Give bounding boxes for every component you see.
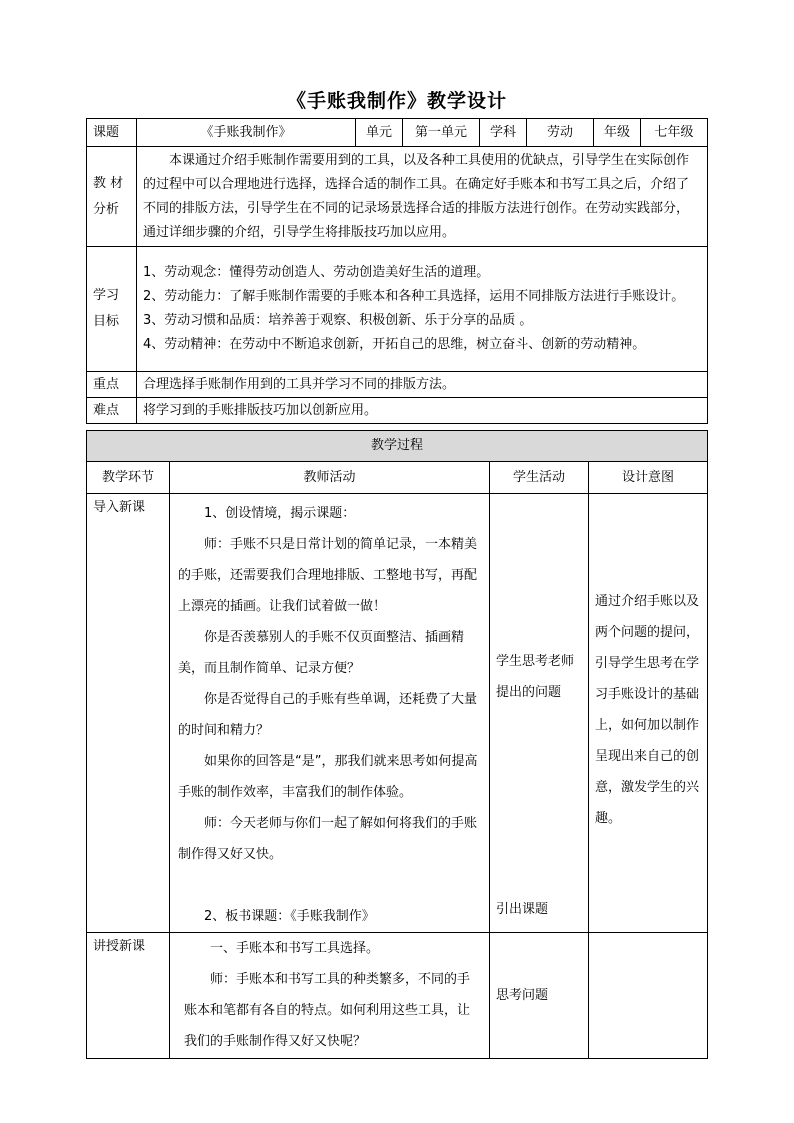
header-intent: 设计意图 [589, 462, 708, 494]
subject-value: 劳动 [527, 119, 594, 147]
process-title: 教学过程 [87, 431, 708, 462]
teacher-activity-cell [170, 494, 490, 933]
document-title: 《手账我制作》教学设计 [286, 90, 507, 112]
goal-item: 3、劳动习惯和品质：培养善于观察、积极创新、乐于分享的品质 。 [143, 313, 533, 328]
grade-value: 七年级 [641, 119, 708, 147]
teacher-para: 1、创设情境，揭示课题： [204, 506, 356, 521]
teaching-process-table [86, 430, 708, 1059]
teacher-para: 你是否觉得自己的手账有些单调，还耗费了大量的时间和精力？ [178, 692, 478, 738]
goal-item: 2、劳动能力：了解手账制作需要的手账本和各种工具选择，运用不同排版方法进行手账设计。 [143, 289, 685, 304]
student-activity: 引出课题 [496, 902, 549, 917]
key-point-label: 重点 [87, 372, 137, 398]
teacher-para: 师：手账不只是日常计划的简单记录，一本精美的手账，还需要我们合理地排版、工整地书写，再配上漂亮的插画。让我们试着做一做！ [178, 537, 478, 614]
student-activity-cell [490, 933, 589, 1059]
key-point-text: 合理选择手账制作用到的工具并学习不同的排版方法。 [137, 372, 708, 398]
goal-item: 1、劳动观念：懂得劳动创造人、劳动创造美好生活的道理。 [143, 265, 490, 280]
goals-label: 学习目标 [87, 247, 137, 372]
topic-label: 课题 [87, 119, 137, 147]
student-activity-cell [490, 494, 589, 933]
teacher-para: 2、板书课题：《手账我制作》 [204, 909, 375, 924]
analysis-text: 本课通过介绍手账制作需要用到的工具，以及各种工具使用的优缺点，引导学生在实际创作的过程中可以合理地进行选择，选择合适的制作工具。在确定好手账本和书写工具之后，介绍了不同的排版方法，引导学生在不同的记录场景选择合适的排版方法进行创作。在劳动实践部分，通过详细步骤的介绍，引导学生将排版技巧加以应用。 [137, 147, 708, 247]
course-info-table [86, 118, 708, 424]
design-intent-cell [589, 494, 708, 933]
teacher-para: 你是否羡慕别人的手账不仅页面整洁、插画精美，而且制作简单、记录方便？ [178, 630, 465, 676]
stage-cell: 讲授新课 [87, 933, 170, 1059]
design-intent: 通过介绍手账以及两个问题的提问，引导学生思考在学习手账设计的基础上，如何加以制作呈现出来自己的创意，激发学生的兴趣。 [595, 594, 700, 826]
subject-label: 学科 [480, 119, 527, 147]
topic-value: 《手账我制作》 [137, 119, 356, 147]
difficulty-label: 难点 [87, 398, 137, 424]
stage-cell: 导入新课 [87, 494, 170, 933]
design-intent-cell [589, 933, 708, 1059]
teacher-para: 如果你的回答是“是”，那我们就来思考如何提高手账的制作效率，丰富我们的制作体验。 [178, 754, 478, 800]
goals-list [137, 247, 708, 372]
header-stage: 教学环节 [87, 462, 170, 494]
teacher-para: 一、手账本和书写工具选择。 [210, 941, 380, 956]
unit-label: 单元 [356, 119, 403, 147]
difficulty-text: 将学习到的手账排版技巧加以创新应用。 [137, 398, 708, 424]
student-activity: 思考问题 [496, 988, 549, 1003]
teacher-para: 师：手账本和书写工具的种类繁多，不同的手账本和笔都有各自的特点。如何利用这些工具，让我们的手账制作得又好又快呢？ [184, 972, 471, 1049]
teacher-activity-cell [170, 933, 490, 1059]
analysis-label: 教 材分析 [87, 147, 137, 247]
header-teacher: 教师活动 [170, 462, 490, 494]
unit-value: 第一单元 [403, 119, 480, 147]
grade-label: 年级 [594, 119, 641, 147]
goal-item: 4、劳动精神：在劳动中不断追求创新，开拓自己的思维，树立奋斗、创新的劳动精神。 [143, 337, 646, 352]
header-student: 学生活动 [490, 462, 589, 494]
student-activity: 学生思考老师提出的问题 [496, 654, 575, 700]
teacher-para: 师：今天老师与你们一起了解如何将我们的手账制作得又好又快。 [178, 816, 478, 862]
